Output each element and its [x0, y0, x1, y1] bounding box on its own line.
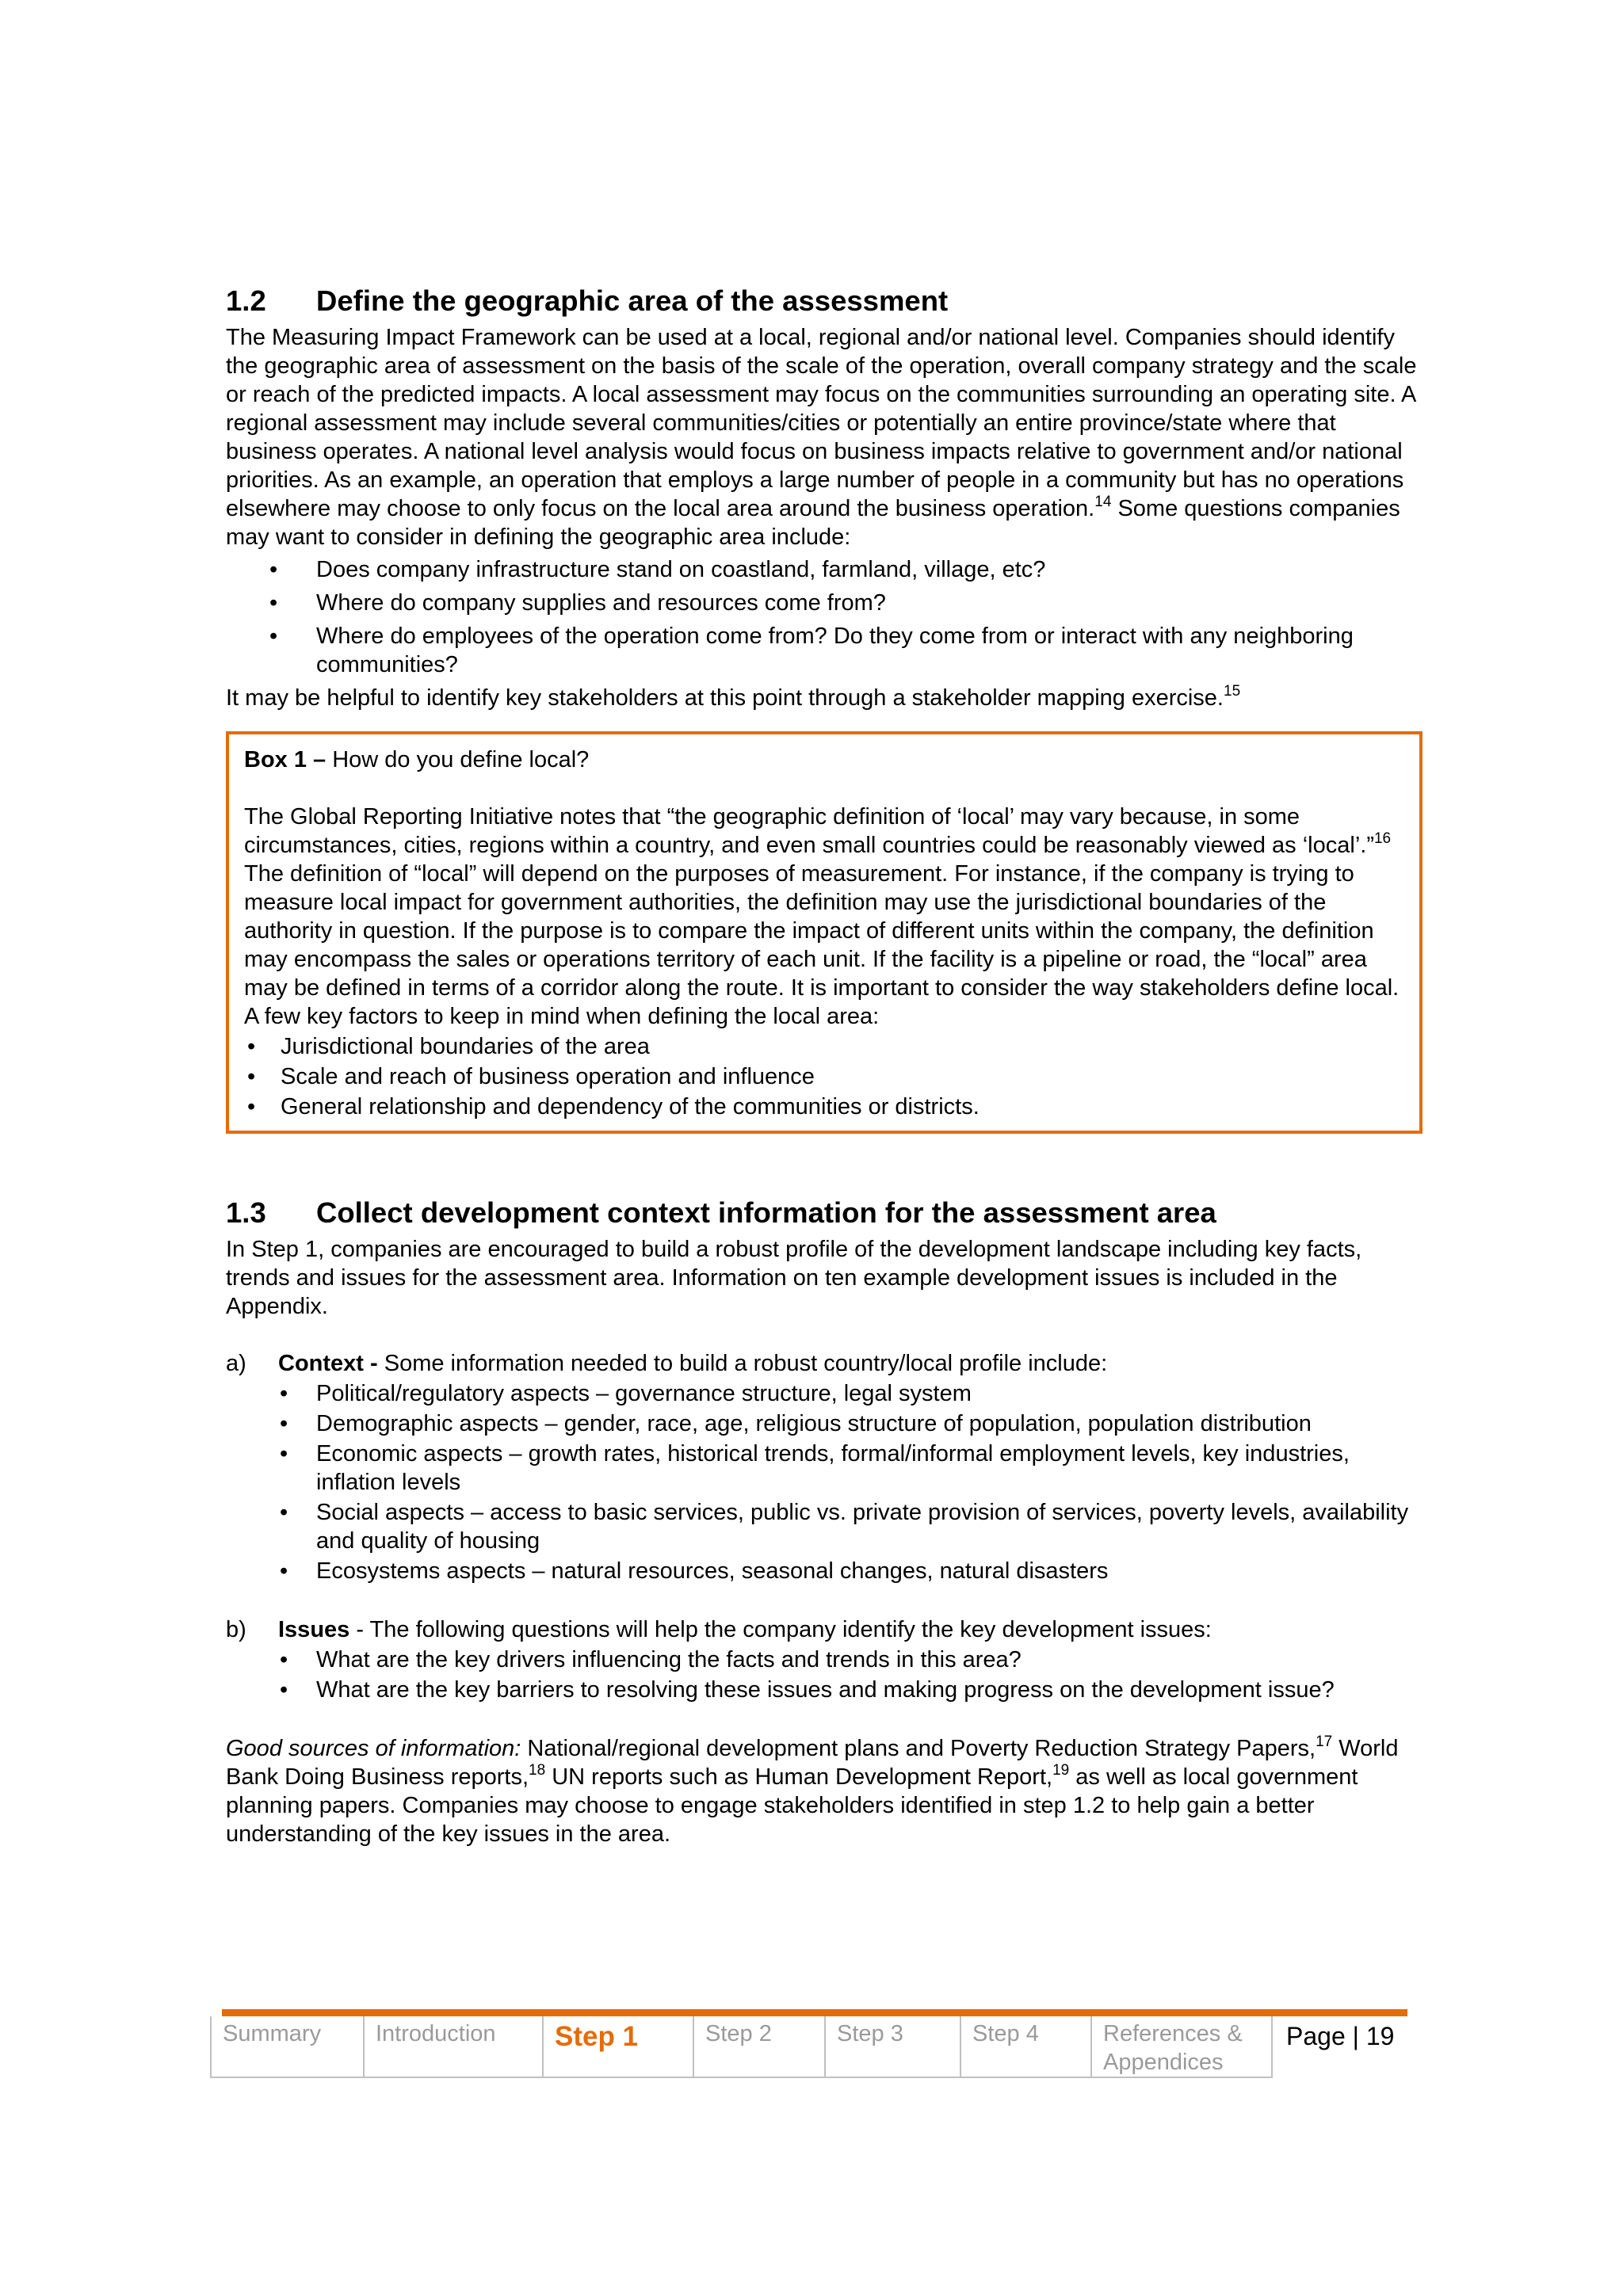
list-item: • What are the key drivers influencing the facts and trends in this area? [278, 1646, 1423, 1674]
tab-step-3[interactable]: Step 3 [826, 2016, 961, 2077]
section-1-3-heading [226, 1196, 1423, 1230]
list-item: • Economic aspects – growth rates, historical trends, formal/informal employment levels, key industries, inflation levels [278, 1440, 1423, 1497]
stakeholder-note: It may be helpful to identify key stakeholders at this point through a stakeholder mapping exercise.$^{15}$ [226, 683, 1241, 711]
footer-accent-bar [222, 2009, 1407, 2016]
tab-summary[interactable]: Summary [212, 2016, 365, 2077]
issues-block: b) Issues - The following questions will help the company identify the key development issues: • What are the key drivers influencing the facts and trends in this area? • What are the key barriers to resolving these issues and making progress on the development issue? [226, 1615, 1423, 1706]
item-label: b) [226, 1617, 246, 1642]
footnote-ref[interactable]: 19 [1052, 1762, 1070, 1779]
footnote-ref[interactable]: 18 [529, 1762, 546, 1779]
section-tabs [210, 2016, 1273, 2078]
section-1-2-paragraph: The Measuring Impact Framework can be used at a local, regional and/or national level. Companies should identify the geographic area of assessment on the basis of the scale of the operation, overall company strategy and the scale or reach of the predicted impacts. A local assessment may focus on the communities surrounding an operating site. A regional assessment may include several communities/cities or potentially an entire province/state where that business operates. A national level analysis would focus on business impacts relative to government and/or national priorities. As an example, an operation that employs a large number of people in a community but has no operations elsewhere may choose to only focus on the local area around the business operation.$^{14}$ Some questions companies may want to consider in defining the geographic area include: [226, 325, 1417, 550]
context-block: a) Context - Some information needed to build a robust country/local profile include: • Political/regulatory aspects – governance structure, legal system • Demographic aspects – gender, race, age, religious structure of population, population distribution • Economic aspects – growth rates, historical trends, formal/informal employment levels, key industries, inflation levels • Social aspects – access to basic services, public vs. private provision of services, poverty levels, availability and quality of housing • Ecosystems aspects – natural resources, seasonal changes, natural disasters [226, 1349, 1423, 1587]
issues-list [278, 1646, 1423, 1704]
item-label: a) [226, 1351, 246, 1376]
context-heading: Context - [278, 1351, 378, 1376]
page-number: Page | 19 [1286, 2022, 1395, 2050]
list-item: • General relationship and dependency of the communities or districts. [244, 1093, 1404, 1121]
list-item: • Political/regulatory aspects – governance structure, legal system [278, 1379, 1423, 1408]
page-content [226, 284, 1423, 1848]
section-title: Collect development context information for the assessment area [316, 1196, 1216, 1229]
footer-navigation [210, 2009, 1407, 2079]
tab-step-1[interactable]: Step 1 [544, 2016, 694, 2077]
tab-step-2[interactable]: Step 2 [694, 2016, 826, 2077]
list-item: • Social aspects – access to basic services, public vs. private provision of services, poverty levels, availability and quality of housing [278, 1498, 1423, 1555]
box-factor-list [244, 1032, 1404, 1121]
list-item: • Where do company supplies and resources come from? [226, 589, 1423, 617]
list-item: • Does company infrastructure stand on coastland, farmland, village, etc? [226, 555, 1423, 584]
box-1 [226, 731, 1423, 1134]
footnote-ref[interactable]: 14 [1094, 494, 1112, 510]
section-1-2-heading [226, 284, 1423, 318]
section-title: Define the geographic area of the assessment [316, 284, 949, 317]
section-number: 1.3 [226, 1196, 266, 1229]
list-item: • Jurisdictional boundaries of the area [244, 1032, 1404, 1061]
list-item: • Where do employees of the operation come from? Do they come from or interact with any neighboring communities? [226, 622, 1423, 679]
tab-step-4[interactable]: Step 4 [961, 2016, 1092, 2077]
box-title: Box 1 – How do you define local? [244, 747, 590, 772]
sources-paragraph: Good sources of information: National/regional development plans and Poverty Reduction Strategy Papers,$^{17}$ World Bank Doing Business reports,$^{18}$ UN reports such as Human Development Report,$^{19}$ as well as local government planning papers. Companies may choose to engage stakeholders identified in step 1.2 to help gain a better understanding of the key issues in the area. [226, 1733, 1399, 1847]
footnote-ref[interactable]: 16 [1373, 830, 1392, 847]
section-1-3 [226, 1196, 1423, 1848]
tab-introduction[interactable]: Introduction [365, 2016, 544, 2077]
footnote-ref[interactable]: 15 [1224, 683, 1241, 700]
box-paragraph: The Global Reporting Initiative notes that “the geographic definition of ‘local’ may vary because, in some circumstances, cities, regions within a country, and even small countries could be reasonably viewed as ‘local’.”$^{16}$ The definition of “local” will depend on the purposes of measurement. For instance, if the company is trying to measure local impact for government authorities, the definition may use the jurisdictional boundaries of the authority in question. If the purpose is to compare the impact of different units within the company, the definition may encompass the sales or operations territory of each unit. If the facility is a pipeline or road, the “local” area may be defined in terms of a corridor along the route. It is important to consider the way stakeholders define local. A few key factors to keep in mind when defining the local area: [244, 804, 1400, 1029]
list-item: • What are the key barriers to resolving these issues and making progress on the development issue? [278, 1676, 1423, 1704]
tab-references-appendices[interactable]: References & Appendices [1092, 2016, 1273, 2077]
list-item: • Scale and reach of business operation and influence [244, 1062, 1404, 1091]
footnote-ref[interactable]: 17 [1316, 1733, 1333, 1750]
section-number: 1.2 [226, 284, 266, 317]
section-1-3-paragraph: In Step 1, companies are encouraged to build a robust profile of the development landscape including key facts, trends and issues for the assessment area. Information on ten example development issues is included in the Appendix. [226, 1237, 1362, 1319]
issues-heading: Issues [278, 1617, 350, 1642]
context-list [278, 1379, 1423, 1585]
list-item: • Demographic aspects – gender, race, age, religious structure of population, population distribution [278, 1409, 1423, 1438]
question-list [226, 555, 1423, 679]
list-item: • Ecosystems aspects – natural resources, seasonal changes, natural disasters [278, 1557, 1423, 1585]
